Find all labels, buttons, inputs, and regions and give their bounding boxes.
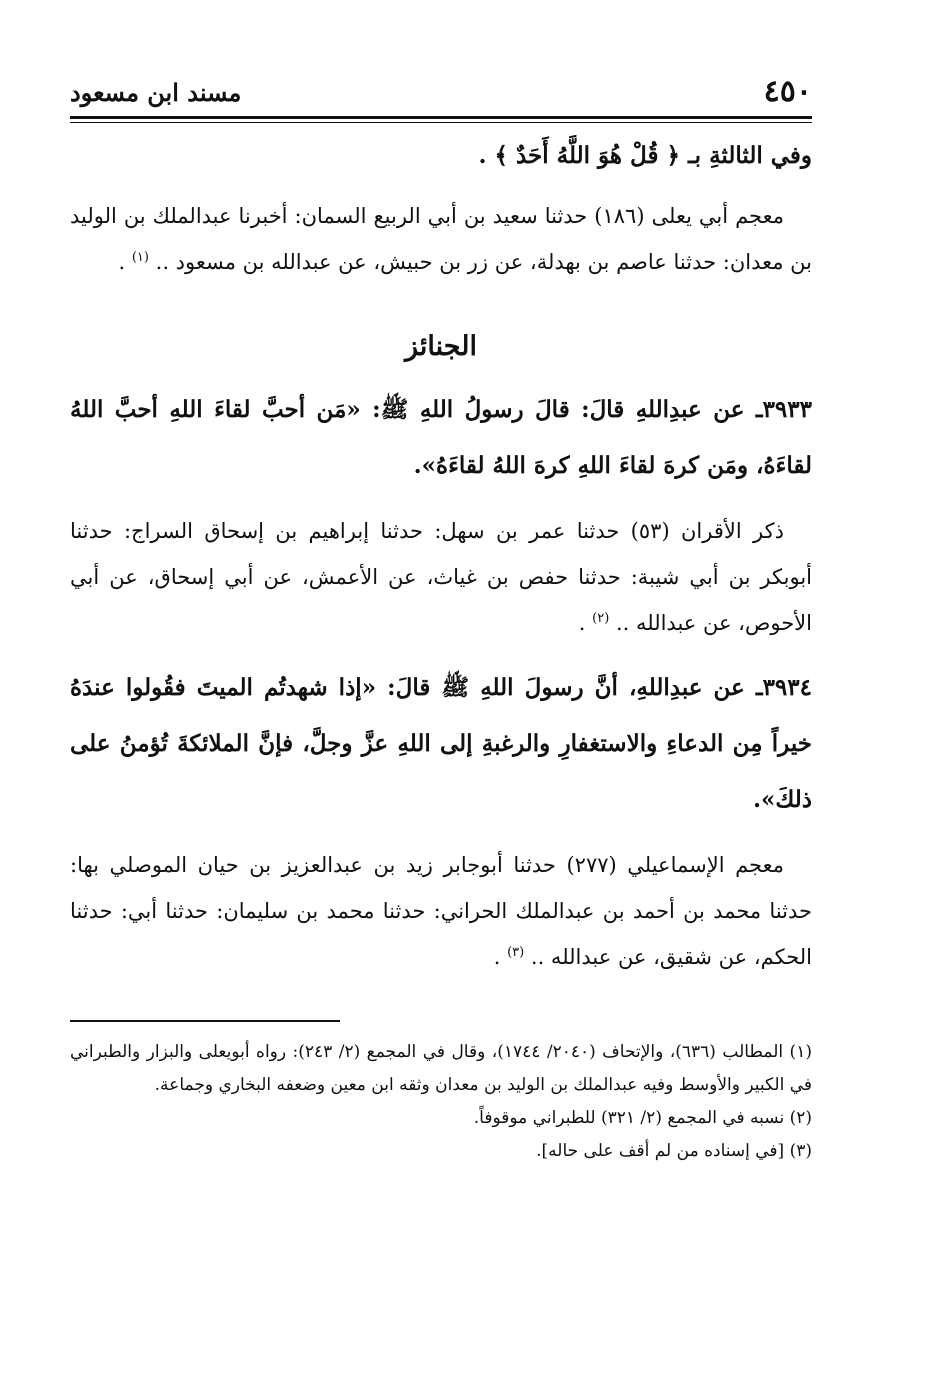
footnote-2: (٢) نسبه في المجمع (٢/ ٣٢١) للطبراني موقوفاً. bbox=[473, 1108, 812, 1128]
footnote-ref-1[interactable]: (١) bbox=[131, 250, 149, 265]
hadith-3933-end-mark: . bbox=[578, 611, 586, 635]
section-title: الجنائز bbox=[405, 331, 477, 362]
footnote-separator bbox=[70, 1020, 340, 1022]
hadith-3934: ٣٩٣٤ـ عن عبدِاللهِ، أنَّ رسولَ اللهِ ﷺ قالَ: «إذا شهدتُم الميتَ فقُولوا عندَهُ خيراً مِن الدعاءِ والاستغفارِ والرغبةِ إلى اللهِ عزَّ وجلَّ، فإنَّ الملائكةَ تُؤمنُ على ذلكَ». bbox=[70, 674, 812, 813]
footnote-ref-2[interactable]: (٢) bbox=[592, 611, 610, 626]
hadith-3934-source-text: معجم الإسماعيلي (٢٧٧) حدثنا أبوجابر زيد بن عبدالعزيز بن حيان الموصلي بها: حدثنا محمد بن أحمد بن عبدالملك الحراني: حدثنا محمد بن سليمان: حدثنا أبي: حدثنا الحكم، عن شقيق، عن عبدالله .. bbox=[70, 853, 812, 969]
footnote-3: (٣) [في إسناده من لم أقف على حاله]. bbox=[536, 1141, 812, 1161]
header-rule bbox=[70, 116, 812, 123]
footnote-ref-3[interactable]: (٣) bbox=[507, 945, 525, 960]
intro-lead: وفي الثالثةِ بـ ﴿ قُلْ هُوَ اللَّهُ أَحَدٌ ﴾ . bbox=[478, 142, 812, 169]
intro-source-paragraph bbox=[70, 193, 812, 285]
hadith-3933: ٣٩٣٣ـ عن عبدِاللهِ قالَ: قالَ رسولُ اللهِ ﷺ: «مَن أحبَّ لقاءَ اللهِ أحبَّ اللهُ لقاءَهُ، ومَن كرهَ لقاءَ اللهِ كرهَ اللهُ لقاءَهُ». bbox=[70, 396, 812, 479]
hadith-3933-source-paragraph bbox=[70, 508, 812, 646]
running-title: مسند ابن مسعود bbox=[70, 78, 242, 107]
intro-source-text: معجم أبي يعلى (١٨٦) حدثنا سعيد بن أبي الربيع السمان: أخبرنا عبدالملك بن الوليد بن معدان: حدثنا عاصم بن بهدلة، عن زر بن حبيش، عن عبدالله بن مسعود .. bbox=[70, 204, 812, 274]
running-header bbox=[70, 70, 812, 114]
hadith-3934-end-mark: . bbox=[493, 945, 501, 969]
footnote-1: (١) المطالب (٦٣٦)، والإتحاف (٢٠٤٠/ ١٧٤٤)، وقال في المجمع (٢/ ٢٤٣): رواه أبويعلى والبزار والطبراني في الكبير والأوسط وفيه عبدالملك بن الوليد بن معدان وثقه ابن معين وضعفه البخاري وجماعة. bbox=[70, 1042, 812, 1095]
page-number: ٤٥٠ bbox=[763, 74, 812, 109]
intro-end-mark: . bbox=[118, 250, 126, 274]
book-page bbox=[70, 70, 812, 1340]
hadith-3933-source-text: ذكر الأقران (٥٣) حدثنا عمر بن سهل: حدثنا إبراهيم بن إسحاق السراج: حدثنا أبوبكر بن أبي شيبة: حدثنا حفص بن غياث، عن الأعمش، عن أبي إسحاق، عن أبي الأحوص، عن عبدالله .. bbox=[70, 519, 812, 635]
hadith-3934-source-paragraph bbox=[70, 842, 812, 980]
